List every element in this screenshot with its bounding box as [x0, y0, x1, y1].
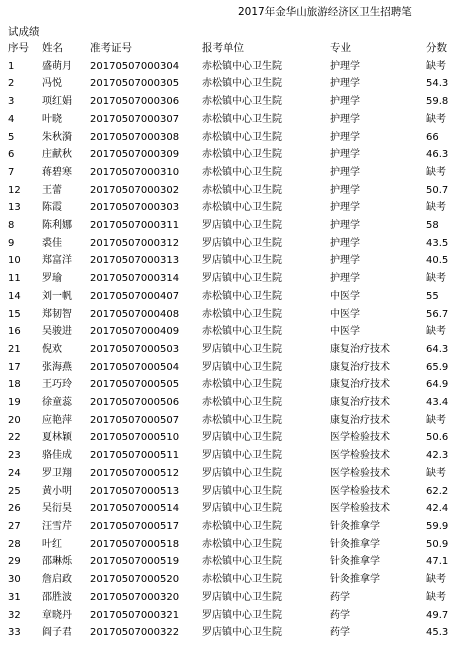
table-row: [0, 164, 466, 182]
cell-major: 护理学: [330, 220, 360, 232]
cell-seq: 25: [8, 485, 21, 497]
cell-major: 护理学: [330, 113, 360, 125]
cell-score: 缺考: [426, 574, 446, 586]
cell-seq: 30: [8, 574, 21, 586]
cell-seq: 12: [8, 184, 21, 196]
cell-unit: 罗店镇中心卫生院: [202, 237, 282, 249]
table-body: [0, 58, 466, 642]
cell-ticket: 20170507000518: [90, 538, 180, 550]
cell-unit: 赤松镇中心卫生院: [202, 414, 282, 426]
cell-name: 项红娟: [42, 96, 72, 108]
table-row: [0, 607, 466, 625]
cell-score: 64.3: [426, 343, 449, 355]
cell-ticket: 20170507000514: [90, 503, 180, 515]
cell-major: 护理学: [330, 131, 360, 143]
cell-unit: 罗店镇中心卫生院: [202, 273, 282, 285]
cell-major: 医学检验技术: [330, 485, 390, 497]
cell-seq: 3: [8, 96, 15, 108]
cell-score: 59.8: [426, 96, 449, 108]
cell-seq: 11: [8, 273, 21, 285]
cell-major: 中医学: [330, 290, 360, 302]
cell-name: 郑富洋: [42, 255, 72, 267]
cell-seq: 24: [8, 467, 21, 479]
cell-ticket: 20170507000510: [90, 432, 180, 444]
cell-ticket: 20170507000308: [90, 131, 180, 143]
cell-ticket: 20170507000408: [90, 308, 180, 320]
cell-major: 中医学: [330, 308, 360, 320]
header-seq: 序号: [8, 42, 29, 54]
cell-ticket: 20170507000311: [90, 220, 180, 232]
cell-name: 詹启政: [42, 574, 72, 586]
cell-ticket: 20170507000320: [90, 591, 180, 603]
cell-ticket: 20170507000303: [90, 202, 180, 214]
cell-name: 章晓丹: [42, 609, 72, 621]
cell-unit: 罗店镇中心卫生院: [202, 503, 282, 515]
cell-name: 邵胜波: [42, 591, 72, 603]
cell-unit: 罗店镇中心卫生院: [202, 627, 282, 639]
cell-unit: 赤松镇中心卫生院: [202, 96, 282, 108]
cell-score: 40.5: [426, 255, 449, 267]
cell-major: 护理学: [330, 96, 360, 108]
table-row: [0, 376, 466, 394]
cell-unit: 罗店镇中心卫生院: [202, 485, 282, 497]
cell-unit: 赤松镇中心卫生院: [202, 308, 282, 320]
cell-seq: 19: [8, 397, 21, 409]
cell-name: 叶红: [42, 538, 62, 550]
cell-major: 护理学: [330, 255, 360, 267]
cell-seq: 6: [8, 149, 15, 161]
document-subtitle: 试成绩: [8, 26, 40, 38]
cell-seq: 31: [8, 591, 21, 603]
cell-name: 倪欢: [42, 343, 62, 355]
cell-name: 徐童蕊: [42, 397, 72, 409]
cell-score: 47.1: [426, 556, 449, 568]
cell-unit: 赤松镇中心卫生院: [202, 184, 282, 196]
cell-seq: 14: [8, 290, 21, 302]
cell-unit: 罗店镇中心卫生院: [202, 343, 282, 355]
cell-score: 58: [426, 220, 439, 232]
cell-name: 应艳萍: [42, 414, 72, 426]
cell-major: 针灸推拿学: [330, 574, 380, 586]
cell-unit: 赤松镇中心卫生院: [202, 78, 282, 90]
cell-unit: 赤松镇中心卫生院: [202, 379, 282, 391]
cell-name: 王蕾: [42, 184, 62, 196]
cell-seq: 5: [8, 131, 15, 143]
cell-unit: 罗店镇中心卫生院: [202, 467, 282, 479]
cell-major: 针灸推拿学: [330, 520, 380, 532]
cell-unit: 罗店镇中心卫生院: [202, 609, 282, 621]
cell-major: 护理学: [330, 60, 360, 72]
cell-major: 护理学: [330, 78, 360, 90]
cell-seq: 23: [8, 450, 21, 462]
cell-unit: 罗店镇中心卫生院: [202, 432, 282, 444]
cell-score: 缺考: [426, 326, 446, 338]
cell-name: 阎子君: [42, 627, 72, 639]
cell-ticket: 20170507000519: [90, 556, 180, 568]
cell-unit: 赤松镇中心卫生院: [202, 326, 282, 338]
cell-ticket: 20170507000322: [90, 627, 180, 639]
table-row: [0, 129, 466, 147]
cell-name: 郑韧智: [42, 308, 72, 320]
cell-score: 64.9: [426, 379, 449, 391]
table-row: [0, 93, 466, 111]
cell-score: 缺考: [426, 273, 446, 285]
cell-unit: 罗店镇中心卫生院: [202, 255, 282, 267]
cell-seq: 27: [8, 520, 21, 532]
cell-name: 吴衍昊: [42, 503, 72, 515]
cell-seq: 7: [8, 166, 15, 178]
header-unit: 报考单位: [202, 42, 244, 54]
table-row: [0, 394, 466, 412]
cell-score: 56.7: [426, 308, 449, 320]
cell-name: 朱秋漪: [42, 131, 72, 143]
cell-ticket: 20170507000305: [90, 78, 180, 90]
cell-unit: 罗店镇中心卫生院: [202, 220, 282, 232]
cell-seq: 22: [8, 432, 21, 444]
cell-seq: 13: [8, 202, 21, 214]
cell-unit: 赤松镇中心卫生院: [202, 397, 282, 409]
header-ticket: 准考证号: [90, 42, 132, 54]
cell-name: 罗瑜: [42, 273, 62, 285]
cell-ticket: 20170507000517: [90, 520, 180, 532]
table-row: [0, 412, 466, 430]
cell-name: 骆佳成: [42, 450, 72, 462]
header-name: 姓名: [42, 42, 63, 54]
cell-name: 张海燕: [42, 361, 72, 373]
cell-major: 康复治疗技术: [330, 343, 390, 355]
cell-unit: 赤松镇中心卫生院: [202, 202, 282, 214]
cell-seq: 18: [8, 379, 21, 391]
table-row: [0, 447, 466, 465]
cell-unit: 罗店镇中心卫生院: [202, 591, 282, 603]
cell-major: 针灸推拿学: [330, 556, 380, 568]
cell-score: 59.9: [426, 520, 449, 532]
cell-ticket: 20170507000309: [90, 149, 180, 161]
cell-score: 45.3: [426, 627, 449, 639]
cell-major: 护理学: [330, 166, 360, 178]
cell-score: 缺考: [426, 202, 446, 214]
cell-ticket: 20170507000512: [90, 467, 180, 479]
cell-seq: 26: [8, 503, 21, 515]
table-row: [0, 288, 466, 306]
header-major: 专业: [330, 42, 351, 54]
cell-score: 43.4: [426, 397, 449, 409]
header-score: 分数: [426, 42, 447, 54]
table-row: [0, 146, 466, 164]
cell-seq: 16: [8, 326, 21, 338]
table-row: [0, 235, 466, 253]
cell-name: 刘一帆: [42, 290, 72, 302]
cell-unit: 赤松镇中心卫生院: [202, 113, 282, 125]
table-row: [0, 323, 466, 341]
table-row: [0, 429, 466, 447]
table-row: [0, 182, 466, 200]
document-title: 2017年金华山旅游经济区卫生招聘笔: [238, 6, 412, 18]
cell-score: 65.9: [426, 361, 449, 373]
cell-name: 叶晓: [42, 113, 62, 125]
cell-major: 康复治疗技术: [330, 379, 390, 391]
table-row: [0, 483, 466, 501]
cell-major: 针灸推拿学: [330, 538, 380, 550]
cell-unit: 赤松镇中心卫生院: [202, 290, 282, 302]
cell-seq: 17: [8, 361, 21, 373]
cell-name: 黄小明: [42, 485, 72, 497]
table-row: [0, 75, 466, 93]
cell-ticket: 20170507000307: [90, 113, 180, 125]
cell-name: 汪雪芹: [42, 520, 72, 532]
cell-score: 42.3: [426, 450, 449, 462]
cell-score: 46.3: [426, 149, 449, 161]
cell-score: 55: [426, 290, 439, 302]
cell-ticket: 20170507000313: [90, 255, 180, 267]
cell-unit: 赤松镇中心卫生院: [202, 520, 282, 532]
table-row: [0, 111, 466, 129]
cell-ticket: 20170507000504: [90, 361, 180, 373]
cell-name: 吴骏进: [42, 326, 72, 338]
table-row: [0, 270, 466, 288]
table-row: [0, 500, 466, 518]
cell-ticket: 20170507000407: [90, 290, 180, 302]
cell-major: 护理学: [330, 202, 360, 214]
cell-score: 54.3: [426, 78, 449, 90]
cell-unit: 赤松镇中心卫生院: [202, 538, 282, 550]
table-header-row: [0, 40, 466, 58]
cell-score: 缺考: [426, 414, 446, 426]
cell-seq: 20: [8, 414, 21, 426]
cell-unit: 赤松镇中心卫生院: [202, 556, 282, 568]
cell-unit: 赤松镇中心卫生院: [202, 131, 282, 143]
cell-seq: 4: [8, 113, 15, 125]
table-row: [0, 359, 466, 377]
cell-name: 王巧玲: [42, 379, 72, 391]
cell-ticket: 20170507000314: [90, 273, 180, 285]
cell-unit: 赤松镇中心卫生院: [202, 574, 282, 586]
cell-seq: 9: [8, 237, 15, 249]
cell-major: 药学: [330, 609, 350, 621]
table-row: [0, 571, 466, 589]
cell-name: 陈利娜: [42, 220, 72, 232]
cell-ticket: 20170507000506: [90, 397, 180, 409]
cell-unit: 赤松镇中心卫生院: [202, 149, 282, 161]
cell-unit: 赤松镇中心卫生院: [202, 166, 282, 178]
cell-major: 中医学: [330, 326, 360, 338]
cell-major: 护理学: [330, 273, 360, 285]
cell-seq: 28: [8, 538, 21, 550]
cell-unit: 罗店镇中心卫生院: [202, 450, 282, 462]
cell-ticket: 20170507000409: [90, 326, 180, 338]
cell-name: 蒋碧寒: [42, 166, 72, 178]
cell-major: 医学检验技术: [330, 450, 390, 462]
cell-ticket: 20170507000321: [90, 609, 180, 621]
cell-ticket: 20170507000304: [90, 60, 180, 72]
cell-major: 药学: [330, 627, 350, 639]
cell-score: 缺考: [426, 591, 446, 603]
score-table: [0, 40, 466, 642]
cell-name: 夏林颖: [42, 432, 72, 444]
table-row: [0, 589, 466, 607]
cell-score: 50.6: [426, 432, 449, 444]
cell-ticket: 20170507000520: [90, 574, 180, 586]
cell-name: 盛萌月: [42, 60, 72, 72]
cell-score: 缺考: [426, 467, 446, 479]
table-row: [0, 341, 466, 359]
cell-major: 护理学: [330, 149, 360, 161]
table-row: [0, 536, 466, 554]
cell-seq: 21: [8, 343, 21, 355]
cell-name: 罗卫翔: [42, 467, 72, 479]
cell-name: 陈霞: [42, 202, 62, 214]
cell-seq: 33: [8, 627, 21, 639]
cell-major: 康复治疗技术: [330, 361, 390, 373]
cell-seq: 29: [8, 556, 21, 568]
cell-ticket: 20170507000513: [90, 485, 180, 497]
cell-seq: 1: [8, 60, 15, 72]
cell-ticket: 20170507000302: [90, 184, 180, 196]
cell-score: 50.7: [426, 184, 449, 196]
cell-seq: 8: [8, 220, 15, 232]
cell-name: 冯悦: [42, 78, 62, 90]
cell-name: 庄献秋: [42, 149, 72, 161]
cell-ticket: 20170507000507: [90, 414, 180, 426]
cell-name: 邵琳烁: [42, 556, 72, 568]
cell-score: 缺考: [426, 166, 446, 178]
cell-score: 42.4: [426, 503, 449, 515]
cell-major: 康复治疗技术: [330, 414, 390, 426]
table-row: [0, 518, 466, 536]
cell-major: 护理学: [330, 184, 360, 196]
cell-ticket: 20170507000511: [90, 450, 180, 462]
cell-major: 医学检验技术: [330, 432, 390, 444]
cell-score: 66: [426, 131, 439, 143]
cell-unit: 赤松镇中心卫生院: [202, 60, 282, 72]
cell-ticket: 20170507000306: [90, 96, 180, 108]
cell-major: 医学检验技术: [330, 503, 390, 515]
table-row: [0, 624, 466, 642]
cell-score: 缺考: [426, 60, 446, 72]
table-row: [0, 465, 466, 483]
cell-score: 50.9: [426, 538, 449, 550]
cell-major: 护理学: [330, 237, 360, 249]
cell-major: 药学: [330, 591, 350, 603]
cell-seq: 15: [8, 308, 21, 320]
table-row: [0, 553, 466, 571]
cell-ticket: 20170507000310: [90, 166, 180, 178]
table-row: [0, 252, 466, 270]
cell-major: 康复治疗技术: [330, 397, 390, 409]
cell-major: 医学检验技术: [330, 467, 390, 479]
cell-name: 裘佳: [42, 237, 62, 249]
cell-score: 62.2: [426, 485, 449, 497]
table-row: [0, 217, 466, 235]
cell-seq: 2: [8, 78, 15, 90]
table-row: [0, 306, 466, 324]
cell-seq: 10: [8, 255, 21, 267]
cell-ticket: 20170507000312: [90, 237, 180, 249]
cell-seq: 32: [8, 609, 21, 621]
cell-score: 49.7: [426, 609, 449, 621]
cell-score: 缺考: [426, 113, 446, 125]
cell-score: 43.5: [426, 237, 449, 249]
cell-ticket: 20170507000503: [90, 343, 180, 355]
cell-unit: 罗店镇中心卫生院: [202, 361, 282, 373]
cell-ticket: 20170507000505: [90, 379, 180, 391]
table-row: [0, 199, 466, 217]
table-row: [0, 58, 466, 76]
